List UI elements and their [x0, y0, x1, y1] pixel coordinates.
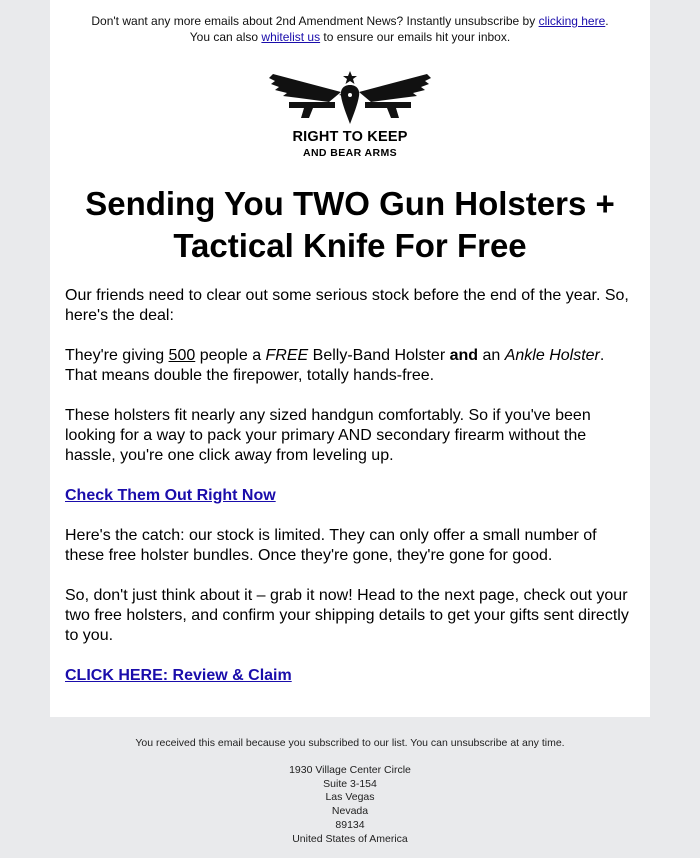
email-headline: Sending You TWO Gun Holsters + Tactical Knife For Free [85, 185, 615, 264]
brand-logo [269, 68, 431, 162]
logo-subtitle: AND BEAR ARMS [302, 147, 398, 159]
paragraph-cta: So, don't just think about it – grab it now! Head to the next page, check out your two free holsters, and confirm your shipping details to get your gifts sent directly to you. [65, 587, 629, 644]
paragraph-intro: Our friends need to clear out some serious stock before the end of the year. So, here's the deal: [65, 287, 629, 324]
paragraph-link2 [65, 666, 635, 686]
logo-title: RIGHT TO KEEP [292, 129, 408, 145]
subscription-notice: You received this email because you subscribed to our list. You can unsubscribe at any time. [135, 737, 565, 749]
paragraph-offer: They're giving 500 people a FREE Belly-Band Holster and an Ankle Holster. That means double the firepower, totally hands-free. [65, 347, 605, 384]
email-card [50, 0, 650, 717]
whitelist-link[interactable]: whitelist us [261, 30, 321, 44]
offer-count: 500 [168, 347, 196, 364]
eagle-with-pistols-and-star-icon [269, 68, 431, 126]
paragraph-fit: These holsters fit nearly any sized handgun comfortably. So if you've been looking for a way to pack your primary AND secondary firearm without the hassle, you're one click away from leveling up. [65, 407, 591, 464]
email-body [65, 286, 635, 706]
unsubscribe-notice: Don't want any more emails about 2nd Amendment News? Instantly unsubscribe by clicking here. You can also whitelist us to ensure our emails hit your inbox. [91, 14, 609, 44]
review-claim-link[interactable]: CLICK HERE: Review & Claim [65, 667, 292, 684]
email-footer [0, 736, 700, 846]
postal-address: 1930 Village Center Circle Suite 3-154 Las Vegas Nevada 89134 United States of America [289, 764, 411, 845]
paragraph-catch: Here's the catch: our stock is limited. They can only offer a small number of these free holster bundles. Once they're gone, they're gone for good. [65, 527, 597, 564]
check-them-out-link[interactable]: Check Them Out Right Now [65, 487, 276, 504]
paragraph-link1 [65, 486, 635, 506]
unsubscribe-link[interactable]: clicking here [538, 14, 606, 28]
